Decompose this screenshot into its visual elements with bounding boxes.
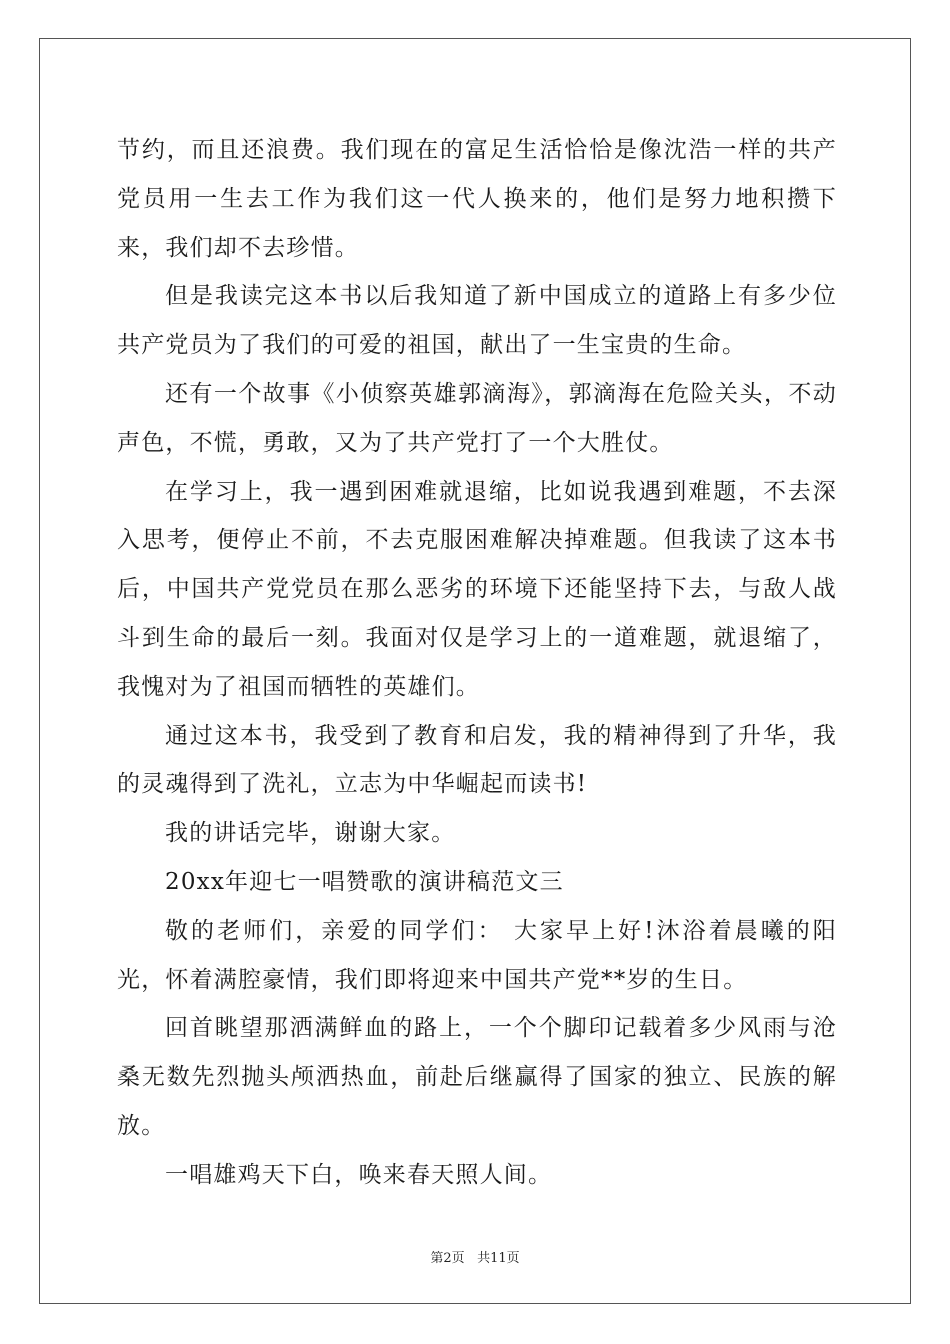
page-total: 共11页 <box>477 1251 520 1266</box>
paragraph-2: 但是我读完这本书以后我知道了新中国成立的道路上有多少位共产党员为了我们的可爱的祖国，献出了一生宝贵的生命。 <box>117 283 837 359</box>
document-body <box>117 126 837 1200</box>
paragraph-8: 敬的老师们，亲爱的同学们： 大家早上好!沐浴着晨曦的阳光，怀着满腔豪情，我们即将迎来中国共产党**岁的生日。 <box>117 917 837 993</box>
paragraph-1: 节约，而且还浪费。我们现在的富足生活恰恰是像沈浩一样的共产党员用一生去工作为我们这一代人换来的，他们是努力地积攒下来，我们却不去珍惜。 <box>117 137 837 261</box>
paragraph-10: 一唱雄鸡天下白，唤来春天照人间。 <box>165 1161 553 1188</box>
paragraph-5: 通过这本书，我受到了教育和启发，我的精神得到了升华，我的灵魂得到了洗礼，立志为中华崛起而读书! <box>117 722 837 798</box>
page-number: 第2页 <box>430 1251 465 1266</box>
paragraph-4: 在学习上，我一遇到困难就退缩，比如说我遇到难题，不去深入思考，便停止不前，不去克服困难解决掉难题。但我读了这本书后，中国共产党党员在那么恶劣的环境下还能坚持下去，与敌人战斗到生命的最后一刻。我面对仅是学习上的一道难题，就退缩了，我愧对为了祖国而牺牲的英雄们。 <box>117 478 837 700</box>
paragraph-9: 回首眺望那洒满鲜血的路上，一个个脚印记载着多少风雨与沧桑无数先烈抛头颅洒热血，前赴后继赢得了国家的独立、民族的解放。 <box>117 1015 837 1139</box>
paragraph-6: 我的讲话完毕，谢谢大家。 <box>165 820 456 847</box>
section-heading: 20xx年迎七一唱赞歌的演讲稿范文三 <box>165 868 564 895</box>
paragraph-3: 还有一个故事《小侦察英雄郭滴海》，郭滴海在危险关头，不动声色，不慌，勇敢，又为了共产党打了一个大胜仗。 <box>117 380 837 456</box>
page-footer <box>0 1247 950 1266</box>
